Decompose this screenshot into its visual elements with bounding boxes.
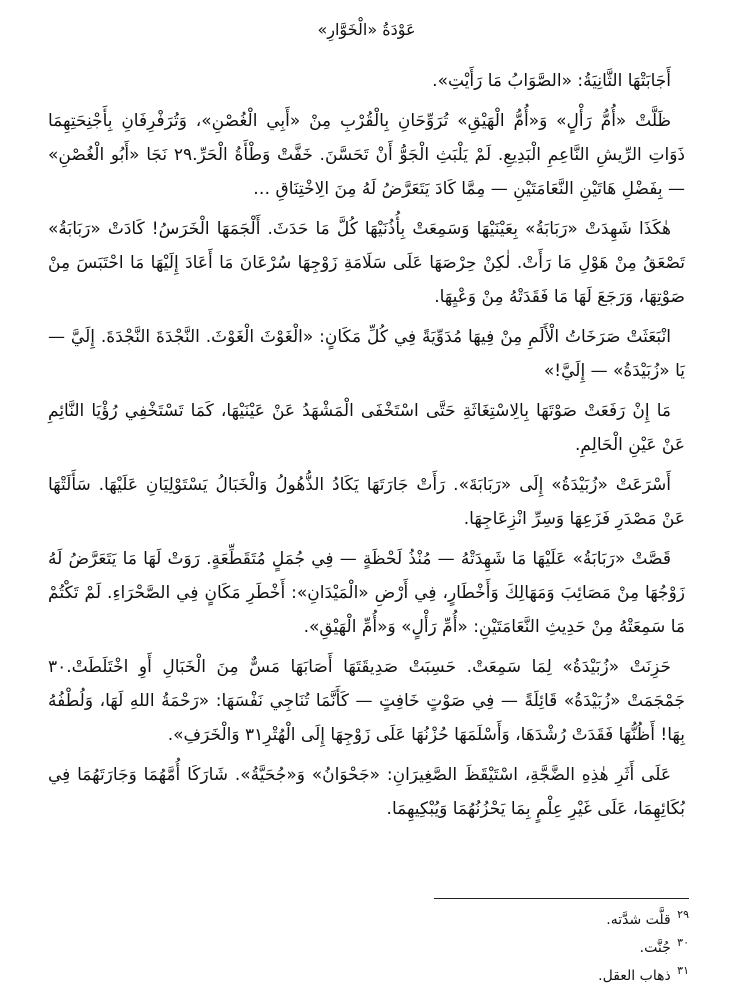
paragraph: مَا إِنْ رَفَعَتْ صَوْتَهَا بِالِاسْتِغَاثَةِ حَتَّى اسْتَخْفَى الْمَشْهَدُ عَنْ عَيْنَيْهَا، كَمَا تَسْتَخْفِي رُؤْيَا النَّائِمِ عَنْ عَيْنِ الْحَالِمِ. bbox=[48, 401, 685, 455]
paragraph: قَصَّتْ «رَبَابَةُ» عَلَيْهَا مَا شَهِدَتْهُ — مُنْذُ لَحْظَةٍ — فِي جُمَلٍ مُتَقَطِّعَةٍ. رَوَتْ لَهَا مَا يَتَعَرَّضُ لَهُ زَوْجُهَا مِنْ مَصَائِبَ وَمَهَالِكَ وَأَخْطَارٍ، فِي أَرْضِ «الْمَيْدَانِ»: أَخْطَرِ مَكَانٍ فِي الصَّحْرَاءِ. لَمْ تَكْتُمْ مَا سَمِعَتْهُ مِنْ حَدِيثِ النَّعَامَتَيْنِ: «أُمِّ رَأْلٍ» وَ«أُمِّ الْهَيْقِ». bbox=[48, 549, 685, 637]
body-text bbox=[48, 64, 685, 832]
footnote-text: قلَّت شدَّته. bbox=[606, 912, 671, 928]
footnote-text: جُنَّت. bbox=[639, 940, 671, 956]
paragraph: أَسْرَعَتْ «زُبَيْدَةُ» إِلَى «رَبَابَةَ». رَأَتْ جَارَتَهَا يَكَادُ الذُّهُولُ وَالْخَبَالُ يَسْتَوْلِيَانِ عَلَيْهَا. سَأَلَتْهَا عَنْ مَصْدَرِ فَزَعِهَا وَسِرِّ انْزِعَاجِهَا. bbox=[48, 475, 685, 529]
running-title: عَوْدَةُ «الْخَوَّارِ» bbox=[317, 20, 416, 39]
footnote-number: ٣٠ bbox=[677, 936, 689, 950]
footnote-text: ذهاب العقل. bbox=[598, 968, 671, 984]
footnote-item bbox=[300, 934, 689, 962]
footnote-item bbox=[300, 906, 689, 934]
footnote-item bbox=[300, 962, 689, 990]
paragraph: عَلَى أَثَرِ هٰذِهِ الضَّجَّةِ، اسْتَيْقَظَ الصَّغِيرَانِ: «جَحْوَانُ» وَ«جُحَيَّةُ». شَارَكَا أُمَّهُمَا وَجَارَتَهُمَا فِي بُكَائِهِمَا، عَلَى غَيْرِ عِلْمٍ بِمَا يَحْزُنُهُمَا وَيُبْكِيهِمَا. bbox=[48, 765, 685, 819]
footnote-divider bbox=[434, 898, 689, 899]
footnotes bbox=[300, 906, 689, 990]
paragraph: حَزِنَتْ «زُبَيْدَةُ» لِمَا سَمِعَتْ. حَسِبَتْ صَدِيقَتَهَا أَصَابَهَا مَسٌّ مِنَ الْخَبَالِ أَوِ اخْتَلَطَتْ.٣٠ جَمْجَمَتْ «زُبَيْدَةُ» قَائِلَةً — فِي صَوْتٍ خَافِتٍ — كَأَنَّمَا تُنَاجِي نَفْسَهَا: «رَحْمَةُ اللهِ لَهَا، وَلُطْفُهُ بِهَا! أَظُنُّهَا فَقَدَتْ رُشْدَهَا، وَأَسْلَمَهَا حُزْنُهَا عَلَى زَوْجِهَا إِلَى الْهُتْرِ٣١ وَالْخَرَفِ». bbox=[48, 657, 685, 745]
paragraph: أَجَابَتْهَا الثَّانِيَةُ: «الصَّوَابُ مَا رَأَيْتِ». bbox=[432, 71, 671, 91]
footnote-number: ٢٩ bbox=[677, 908, 689, 922]
paragraph: هٰكَذَا شَهِدَتْ «رَبَابَةُ» بِعَيْنَيْهَا وَسَمِعَتْ بِأُذُنَيْهَا كُلَّ مَا حَدَثَ. أَلْجَمَهَا الْخَرَسُ! كَادَتْ «رَبَابَةُ» تَصْعَقُ مِنْ هَوْلِ مَا رَأَتْ. لٰكِنْ حِرْصَهَا عَلَى سَلَامَةِ زَوْجِهَا سُرْعَانَ مَا أَعَادَ إِلَيْهَا مَا احْتَبَسَ مِنْ صَوْتِهَا، وَرَجَعَ لَهَا مَا فَقَدَتْهُ مِنْ وَعْيِهَا. bbox=[48, 219, 685, 307]
paragraph: انْبَعَثَتْ صَرَخَاتُ الْأَلَمِ مِنْ فِيهَا مُدَوِّيَةً فِي كُلِّ مَكَانٍ: «الْغَوْثَ الْغَوْثَ. النَّجْدَةَ النَّجْدَةَ. إِلَيَّ — يَا «زُبَيْدَةُ» — إِلَيَّ!» bbox=[48, 327, 685, 381]
footnote-number: ٣١ bbox=[677, 964, 689, 978]
paragraph: ظَلَّتْ «أُمُّ رَأْلٍ» وَ«أُمُّ الْهَيْقِ» تُرَوِّحَانِ بِالْقُرْبِ مِنْ «أَبِي الْغُصْنِ»، وَتُرَفْرِفَانِ بِأَجْنِحَتِهِمَا ذَوَاتِ الرِّيشِ النَّاعِمِ الْبَدِيعِ. لَمْ يَلْبَثِ الْجَوُّ أَنْ تَحَسَّنَ. خَفَّتْ وَطْأَةُ الْحَرِّ.٢٩ نَجَا «أَبُو الْغُصْنِ» — بِفَضْلِ هَاتَيْنِ النَّعَامَتَيْنِ — مِمَّا كَادَ يَتَعَرَّضُ لَهُ مِنَ الِاخْتِنَاقِ … bbox=[48, 111, 686, 199]
